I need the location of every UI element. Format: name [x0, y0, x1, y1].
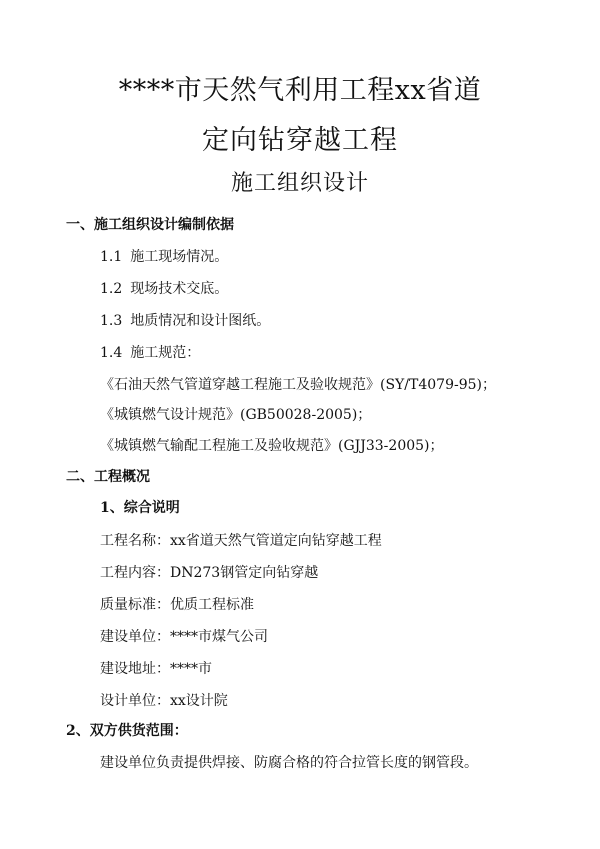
basis-item-number: 1.1 — [100, 249, 123, 265]
section-1-heading: 一、施工组织设计编制依据 — [66, 217, 234, 233]
document-title-line-2: 定向钻穿越工程 — [202, 125, 398, 156]
construction-address-field: 建设地址：****市 — [100, 661, 212, 677]
basis-item-number: 1.3 — [100, 313, 123, 329]
basis-item — [100, 342, 200, 362]
subsection-general-description: 1、综合说明 — [100, 500, 180, 516]
project-name-field: 工程名称：xx省道天然气管道定向钻穿越工程 — [100, 533, 382, 549]
quality-standard-field: 质量标准：优质工程标准 — [100, 597, 254, 613]
document-subtitle: 施工组织设计 — [230, 171, 369, 196]
basis-item-text: 现场技术交底。 — [130, 281, 229, 297]
subsection-supply-scope: 2、双方供货范围： — [66, 723, 188, 739]
basis-item — [100, 278, 228, 298]
project-content-field: 工程内容：DN273钢管定向钻穿越 — [100, 565, 319, 581]
design-unit-field: 设计单位：xx设计院 — [100, 693, 228, 709]
section-2-heading: 二、工程概况 — [66, 469, 150, 485]
basis-item-text: 地质情况和设计图纸。 — [130, 313, 271, 329]
basis-item-text: 施工现场情况。 — [130, 249, 229, 265]
standard-reference: 《城镇燃气输配工程施工及验收规范》(GJJ33-2005)； — [100, 438, 444, 454]
standard-reference: 《城镇燃气设计规范》(GB50028-2005)； — [100, 407, 372, 423]
basis-item — [100, 246, 228, 266]
basis-item-number: 1.2 — [100, 281, 123, 297]
basis-item-number: 1.4 — [100, 345, 123, 361]
document-title-line-1: ****市天然气利用工程xx省道 — [118, 75, 482, 106]
standard-reference: 《石油天然气管道穿越工程施工及验收规范》(SY/T4079-95)； — [100, 377, 496, 393]
basis-item-text: 施工规范： — [130, 345, 201, 361]
basis-item — [100, 310, 270, 330]
supply-scope-paragraph: 建设单位负责提供焊接、防腐合格的符合拉管长度的钢管段。 — [100, 755, 478, 771]
owner-unit-field: 建设单位：****市煤气公司 — [100, 629, 268, 645]
